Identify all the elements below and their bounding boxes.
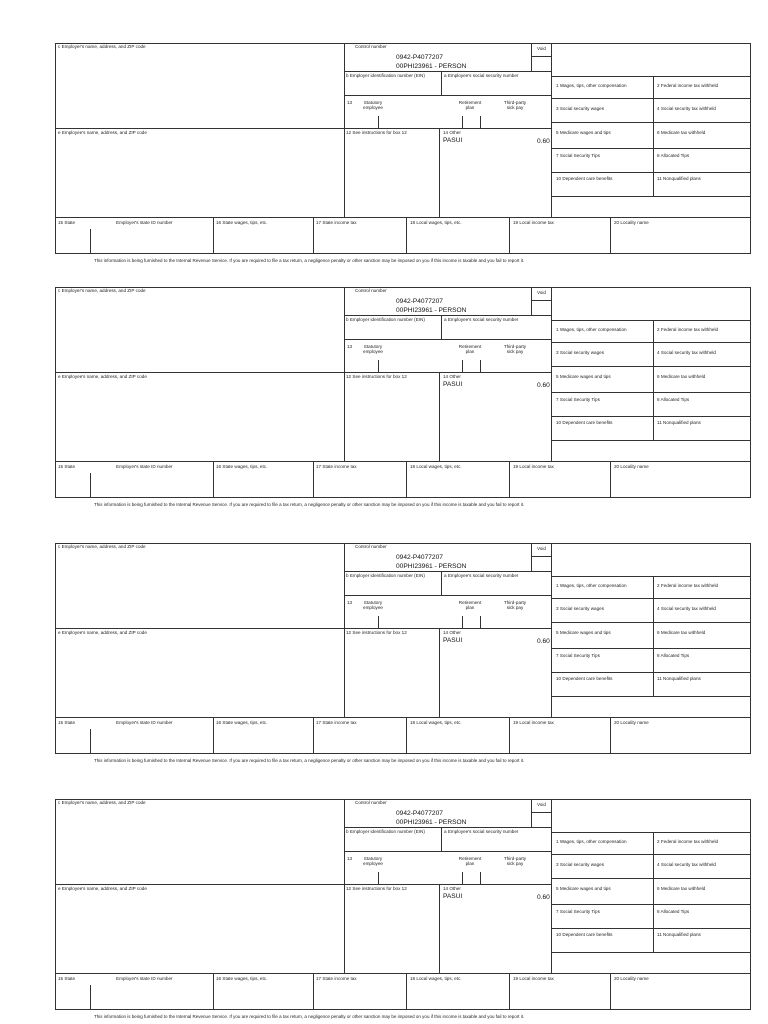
retirement-checkbox[interactable] <box>462 116 463 128</box>
box14-amount: 0.60 <box>537 138 550 145</box>
box1-label: 1 Wages, tips, other compensation <box>556 583 627 588</box>
box12-label: 12 See instructions for box 12 <box>346 630 407 635</box>
box6-label: 6 Medicare tax withheld <box>657 130 706 135</box>
box16-label: 16 State wages, tips, etc. <box>216 464 268 469</box>
w2-form-2 <box>0 244 768 507</box>
box8-label: 8 Allocated Tips <box>657 909 690 914</box>
box15-state-label: 15 State <box>58 220 76 225</box>
employee-address-label: e Employee's name, address, and ZIP code <box>58 630 147 635</box>
box19-label: 19 Local income tax <box>513 976 554 981</box>
box20-label: 20 Locality name <box>614 464 649 469</box>
box8-label: 8 Allocated Tips <box>657 653 690 658</box>
employee-ssn-label: a Employee's social security number <box>444 829 519 834</box>
box14-amount: 0.60 <box>537 894 550 901</box>
ein-label: b Employer identification number (EIN) <box>346 317 425 322</box>
box12-label: 12 See instructions for box 12 <box>346 130 407 135</box>
box12-label: 12 See instructions for box 12 <box>346 374 407 379</box>
retirement-checkbox[interactable] <box>462 872 463 884</box>
employer-state-id-label: Employer's state ID number <box>116 976 173 981</box>
box14-label: 14 Other <box>443 130 461 135</box>
employee-address-label: e Employee's name, address, and ZIP code <box>58 886 147 891</box>
employer-address-label: c Employer's name, address, and ZIP code <box>58 288 146 293</box>
thirdparty-checkbox[interactable] <box>480 116 481 128</box>
employer-address-label: c Employer's name, address, and ZIP code <box>58 800 146 805</box>
retirement-plan-label: Retirement plan <box>458 100 482 110</box>
statutory-employee-label: Statutory employee <box>363 600 383 610</box>
w2-form-4 <box>0 756 768 1019</box>
retirement-plan-label: Retirement plan <box>458 856 482 866</box>
box11-label: 11 Nonqualified plans <box>657 176 701 181</box>
box14-label: 14 Other <box>443 630 461 635</box>
ein-label: b Employer identification number (EIN) <box>346 573 425 578</box>
box1-label: 1 Wages, tips, other compensation <box>556 839 627 844</box>
employer-state-id-label: Employer's state ID number <box>116 720 173 725</box>
box10-label: 10 Dependent care benefits <box>556 420 613 425</box>
box15-state-label: 15 State <box>58 976 76 981</box>
box3-label: 3 Social security wages <box>556 862 605 867</box>
box13-label: 13 <box>347 344 353 349</box>
retirement-plan-label: Retirement plan <box>458 600 482 610</box>
box5-label: 5 Medicare wages and tips <box>556 630 611 635</box>
employer-address-label: c Employer's name, address, and ZIP code <box>58 544 146 549</box>
thirdparty-checkbox[interactable] <box>480 872 481 884</box>
control-number-line1: 0942-P4077207 <box>396 810 443 817</box>
employer-state-id-label: Employer's state ID number <box>116 464 173 469</box>
box5-label: 5 Medicare wages and tips <box>556 886 611 891</box>
void-label: Void <box>537 46 546 51</box>
box7-label: 7 Social Security Tips <box>556 153 600 158</box>
retirement-checkbox[interactable] <box>462 360 463 372</box>
control-number-line2: 00PHI23961 - PERSON <box>396 819 467 826</box>
box17-label: 17 State income tax <box>316 976 357 981</box>
third-party-sick-pay-label: Third-party sick pay <box>503 344 527 354</box>
employee-ssn-label: a Employee's social security number <box>444 73 519 78</box>
employee-address-label: e Employee's name, address, and ZIP code <box>58 130 147 135</box>
irs-notice: This information is being furnished to the Internal Revenue Service. If you are required to file a tax return, a negligence penalty or other sanction may be imposed on you if this income is taxable and you fail to report it. <box>94 502 525 507</box>
void-label: Void <box>537 802 546 807</box>
box7-label: 7 Social Security Tips <box>556 397 600 402</box>
statutory-employee-label: Statutory employee <box>363 100 383 110</box>
box20-label: 20 Locality name <box>614 220 649 225</box>
box2-label: 2 Federal income tax withheld <box>657 839 719 844</box>
employee-ssn-label: a Employee's social security number <box>444 573 519 578</box>
irs-notice: This information is being furnished to the Internal Revenue Service. If you are required to file a tax return, a negligence penalty or other sanction may be imposed on you if this income is taxable and you fail to report it. <box>94 258 525 263</box>
box14-code: PASUI <box>443 137 463 144</box>
w2-form-3 <box>0 500 768 763</box>
box14-code: PASUI <box>443 381 463 388</box>
third-party-sick-pay-label: Third-party sick pay <box>503 100 527 110</box>
thirdparty-checkbox[interactable] <box>480 616 481 628</box>
retirement-plan-label: Retirement plan <box>458 344 482 354</box>
box18-label: 18 Local wages, tips, etc. <box>410 976 462 981</box>
statutory-employee-label: Statutory employee <box>363 856 383 866</box>
box20-label: 20 Locality name <box>614 720 649 725</box>
retirement-checkbox[interactable] <box>462 616 463 628</box>
box10-label: 10 Dependent care benefits <box>556 176 613 181</box>
box4-label: 4 Social security tax withheld <box>657 606 716 611</box>
statutory-checkbox[interactable] <box>378 360 379 372</box>
box16-label: 16 State wages, tips, etc. <box>216 720 268 725</box>
ein-label: b Employer identification number (EIN) <box>346 829 425 834</box>
employer-state-id-label: Employer's state ID number <box>116 220 173 225</box>
box16-label: 16 State wages, tips, etc. <box>216 220 268 225</box>
box8-label: 8 Allocated Tips <box>657 397 690 402</box>
box20-label: 20 Locality name <box>614 976 649 981</box>
box2-label: 2 Federal income tax withheld <box>657 83 719 88</box>
void-label: Void <box>537 546 546 551</box>
employer-address-label: c Employer's name, address, and ZIP code <box>58 44 146 49</box>
control-number-line2: 00PHI23961 - PERSON <box>396 307 467 314</box>
box3-label: 3 Social security wages <box>556 350 605 355</box>
box14-label: 14 Other <box>443 886 461 891</box>
box2-label: 2 Federal income tax withheld <box>657 327 719 332</box>
box8-label: 8 Allocated Tips <box>657 153 690 158</box>
control-number-line1: 0942-P4077207 <box>396 554 443 561</box>
control-number-label: Control number <box>355 544 387 549</box>
box14-amount: 0.60 <box>537 382 550 389</box>
third-party-sick-pay-label: Third-party sick pay <box>503 856 527 866</box>
void-label: Void <box>537 290 546 295</box>
irs-notice: This information is being furnished to the Internal Revenue Service. If you are required to file a tax return, a negligence penalty or other sanction may be imposed on you if this income is taxable and you fail to report it. <box>94 1014 525 1019</box>
box14-amount: 0.60 <box>537 638 550 645</box>
box18-label: 18 Local wages, tips, etc. <box>410 220 462 225</box>
box7-label: 7 Social Security Tips <box>556 653 600 658</box>
box10-label: 10 Dependent care benefits <box>556 932 613 937</box>
w2-form-1 <box>0 0 768 263</box>
box3-label: 3 Social security wages <box>556 106 605 111</box>
box18-label: 18 Local wages, tips, etc. <box>410 464 462 469</box>
box17-label: 17 State income tax <box>316 720 357 725</box>
box6-label: 6 Medicare tax withheld <box>657 374 706 379</box>
control-number-line1: 0942-P4077207 <box>396 54 443 61</box>
box11-label: 11 Nonqualified plans <box>657 932 701 937</box>
statutory-checkbox[interactable] <box>378 872 379 884</box>
box13-label: 13 <box>347 600 353 605</box>
box19-label: 19 Local income tax <box>513 464 554 469</box>
employee-address-label: e Employee's name, address, and ZIP code <box>58 374 147 379</box>
box1-label: 1 Wages, tips, other compensation <box>556 327 627 332</box>
control-number-label: Control number <box>355 288 387 293</box>
control-number-label: Control number <box>355 800 387 805</box>
void-checkbox[interactable] <box>536 556 550 570</box>
box10-label: 10 Dependent care benefits <box>556 676 613 681</box>
box12-label: 12 See instructions for box 12 <box>346 886 407 891</box>
box11-label: 11 Nonqualified plans <box>657 420 701 425</box>
box19-label: 19 Local income tax <box>513 220 554 225</box>
box18-label: 18 Local wages, tips, etc. <box>410 720 462 725</box>
box19-label: 19 Local income tax <box>513 720 554 725</box>
box2-label: 2 Federal income tax withheld <box>657 583 719 588</box>
box17-label: 17 State income tax <box>316 464 357 469</box>
box14-label: 14 Other <box>443 374 461 379</box>
box3-label: 3 Social security wages <box>556 606 605 611</box>
irs-notice: This information is being furnished to the Internal Revenue Service. If you are required to file a tax return, a negligence penalty or other sanction may be imposed on you if this income is taxable and you fail to report it. <box>94 758 525 763</box>
thirdparty-checkbox[interactable] <box>480 360 481 372</box>
box6-label: 6 Medicare tax withheld <box>657 886 706 891</box>
void-checkbox[interactable] <box>536 56 550 70</box>
void-checkbox[interactable] <box>536 300 550 314</box>
box16-label: 16 State wages, tips, etc. <box>216 976 268 981</box>
box4-label: 4 Social security tax withheld <box>657 350 716 355</box>
control-number-line2: 00PHI23961 - PERSON <box>396 63 467 70</box>
employee-ssn-label: a Employee's social security number <box>444 317 519 322</box>
box15-state-label: 15 State <box>58 464 76 469</box>
box13-label: 13 <box>347 100 353 105</box>
ein-label: b Employer identification number (EIN) <box>346 73 425 78</box>
box7-label: 7 Social Security Tips <box>556 909 600 914</box>
box6-label: 6 Medicare tax withheld <box>657 630 706 635</box>
box17-label: 17 State income tax <box>316 220 357 225</box>
box4-label: 4 Social security tax withheld <box>657 106 716 111</box>
statutory-employee-label: Statutory employee <box>363 344 383 354</box>
box13-label: 13 <box>347 856 353 861</box>
box11-label: 11 Nonqualified plans <box>657 676 701 681</box>
box5-label: 5 Medicare wages and tips <box>556 374 611 379</box>
control-number-line2: 00PHI23961 - PERSON <box>396 563 467 570</box>
box5-label: 5 Medicare wages and tips <box>556 130 611 135</box>
third-party-sick-pay-label: Third-party sick pay <box>503 600 527 610</box>
box4-label: 4 Social security tax withheld <box>657 862 716 867</box>
statutory-checkbox[interactable] <box>378 116 379 128</box>
box1-label: 1 Wages, tips, other compensation <box>556 83 627 88</box>
control-number-line1: 0942-P4077207 <box>396 298 443 305</box>
box15-state-label: 15 State <box>58 720 76 725</box>
statutory-checkbox[interactable] <box>378 616 379 628</box>
control-number-label: Control number <box>355 44 387 49</box>
void-checkbox[interactable] <box>536 812 550 826</box>
box14-code: PASUI <box>443 637 463 644</box>
box14-code: PASUI <box>443 893 463 900</box>
